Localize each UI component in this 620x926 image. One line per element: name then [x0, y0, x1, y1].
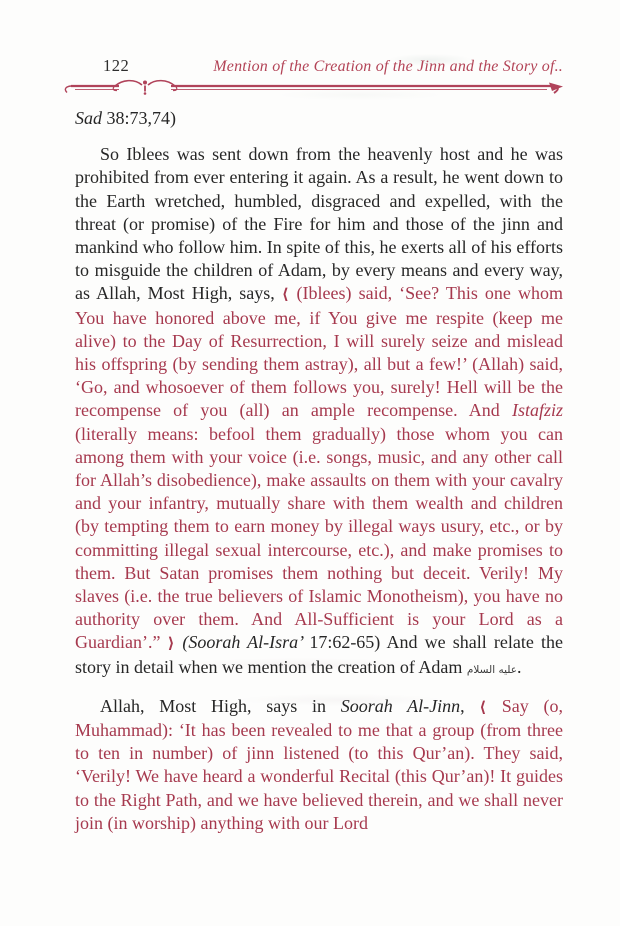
- text-run: Allah, Most High, says in: [100, 695, 341, 716]
- quran-bracket-icon: ⟩: [167, 634, 183, 653]
- text-run: 38:73,74): [102, 108, 176, 128]
- text-run: Istafziz: [511, 400, 563, 421]
- page-header: [75, 56, 563, 76]
- decorative-separator-rule: [63, 77, 569, 97]
- quran-bracket-icon: ⟨: [479, 697, 502, 716]
- text-run: (Soorah Al-Isra’: [182, 632, 310, 653]
- text-run: Sad: [75, 108, 102, 128]
- text-run: (literally means: befool them gradually) those whom you can among them with your voice (i.e. songs, music, and any other call for Allah’s disobedience), make assaults on them with your cavalry and your infantry, mutually share with them wealth and children (by tempting them to earn money by illegal ways usury, etc., or by committing illegal sexual intercourse, etc.), and make promises to them. But Satan promises them nothing but deceit. Verily! My slaves (i.e. the true believers of Islamic Monotheism), you have no authority over them. And All-Sufficient is your Lord as a Guardian’.”: [75, 423, 563, 653]
- body-paragraph-2: [75, 695, 563, 835]
- text-run: 17:62-65) And we shall relate the story in detail when we mention the creation of Adam: [75, 632, 563, 677]
- text-run: Soorah Al-Jinn: [340, 695, 461, 716]
- text-run: Say (o, Muhammad): ‘It has been revealed to me that a group (from three to ten in number) of jinn listened (to this Qur’an). They said, ‘Verily! We have heard a wonderful Recital (this Qur’an)! It guides to the Right Path, and we have believed therein, and we shall never join (in worship) anything with our Lord: [75, 695, 563, 833]
- rule-end-swash: [549, 83, 563, 92]
- text-run: (Iblees) said, ‘See? This one whom You have honored above me, if You give me respite (keep me alive) to the Day of Resurrection, I will surely seize and mislead his offspring (by sending them astray), all but a few!’ (Allah) said, ‘Go, and whosoever of them follows you, surely! Hell will be the recompense of you (all) an ample recompense. And: [75, 283, 563, 421]
- body-paragraph-1: [75, 143, 563, 682]
- honorific-arabic-glyph: عليه السلام: [466, 663, 518, 676]
- page-number: 122: [103, 56, 130, 75]
- text-run: .: [517, 656, 522, 677]
- page-body: [75, 107, 563, 835]
- text-run: ,: [460, 695, 480, 716]
- running-header-title: Mention of the Creation of the Jinn and the Story of..: [213, 58, 563, 75]
- quran-bracket-icon: ⟨: [281, 285, 297, 304]
- verse-reference: [75, 107, 563, 130]
- text-run: So Iblees was sent down from the heavenly host and he was prohibited from ever entering it again. As a result, he went down to the Earth wretched, humbled, disgraced and expelled, with the threat (or promise) of the Fire for him and those of the jinn and mankind who follow him. In spite of this, he exerts all of his efforts to misguide the children of Adam, by every means and every way, as Allah, Most High, says,: [75, 144, 563, 304]
